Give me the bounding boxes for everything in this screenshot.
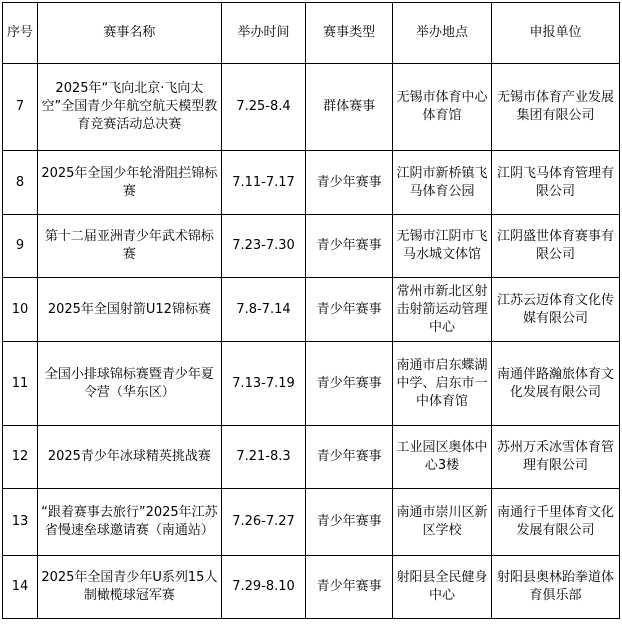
cell-no: 11 — [3, 342, 38, 426]
cell-name: 第十二届亚洲青少年武术锦标赛 — [38, 215, 222, 278]
table-row — [3, 151, 620, 215]
cell-place: 工业园区奥体中心3楼 — [392, 426, 491, 489]
cell-type: 青少年赛事 — [306, 342, 393, 426]
cell-no: 12 — [3, 426, 38, 489]
header-org: 申报单位 — [492, 3, 620, 64]
cell-place: 南通市崇川区新区学校 — [392, 489, 491, 556]
cell-name: “跟着赛事去旅行”2025年江苏省慢速垒球邀请赛（南通站） — [38, 489, 222, 556]
cell-type: 青少年赛事 — [306, 278, 393, 342]
cell-place: 南通市启东蝶湖中学、启东市一中体育馆 — [392, 342, 491, 426]
table-row — [3, 342, 620, 426]
header-no: 序号 — [3, 3, 38, 64]
cell-org: 射阳县奥林跆拳道体育俱乐部 — [492, 556, 620, 619]
cell-time: 7.29-8.10 — [221, 556, 306, 619]
cell-time: 7.21-8.3 — [221, 426, 306, 489]
cell-place: 常州市新北区射击射箭运动管理中心 — [392, 278, 491, 342]
cell-name: 2025青少年冰球精英挑战赛 — [38, 426, 222, 489]
cell-time: 7.26-7.27 — [221, 489, 306, 556]
cell-org: 南通行千里体育文化发展有限公司 — [492, 489, 620, 556]
cell-org: 南通伴路瀚旅体育文化发展有限公司 — [492, 342, 620, 426]
cell-type: 青少年赛事 — [306, 556, 393, 619]
cell-time: 7.13-7.19 — [221, 342, 306, 426]
cell-no: 13 — [3, 489, 38, 556]
cell-type: 青少年赛事 — [306, 489, 393, 556]
header-place: 举办地点 — [392, 3, 491, 64]
cell-no: 10 — [3, 278, 38, 342]
cell-place: 江阴市新桥镇飞马体育公园 — [392, 151, 491, 215]
header-name: 赛事名称 — [38, 3, 222, 64]
cell-time: 7.11-7.17 — [221, 151, 306, 215]
cell-no: 7 — [3, 64, 38, 151]
cell-place: 无锡市体育中心体育馆 — [392, 64, 491, 151]
cell-type: 群体赛事 — [306, 64, 393, 151]
cell-no: 14 — [3, 556, 38, 619]
table-row — [3, 215, 620, 278]
cell-time: 7.25-8.4 — [221, 64, 306, 151]
cell-place: 无锡市江阴市飞马水城文体馆 — [392, 215, 491, 278]
header-time: 举办时间 — [221, 3, 306, 64]
cell-name: 2025年全国射箭U12锦标赛 — [38, 278, 222, 342]
table-row — [3, 64, 620, 151]
events-table — [2, 2, 620, 619]
cell-no: 8 — [3, 151, 38, 215]
cell-org: 无锡市体育产业发展集团有限公司 — [492, 64, 620, 151]
header-row — [3, 3, 620, 64]
cell-type: 青少年赛事 — [306, 151, 393, 215]
cell-name: 2025年全国少年轮滑阻拦锦标赛 — [38, 151, 222, 215]
cell-org: 江阴盛世体育赛事有限公司 — [492, 215, 620, 278]
table-row — [3, 278, 620, 342]
cell-time: 7.23-7.30 — [221, 215, 306, 278]
header-type: 赛事类型 — [306, 3, 393, 64]
table-row — [3, 556, 620, 619]
table-row — [3, 489, 620, 556]
cell-name: 全国小排球锦标赛暨青少年夏令营（华东区） — [38, 342, 222, 426]
cell-org: 江阴飞马体育管理有限公司 — [492, 151, 620, 215]
cell-place: 射阳县全民健身中心 — [392, 556, 491, 619]
cell-time: 7.8-7.14 — [221, 278, 306, 342]
table-row — [3, 426, 620, 489]
cell-org: 苏州万禾冰雪体育管理有限公司 — [492, 426, 620, 489]
cell-type: 青少年赛事 — [306, 426, 393, 489]
cell-name: 2025年“飞向北京·飞向太空”全国青少年航空航天模型教育竞赛活动总决赛 — [38, 64, 222, 151]
cell-name: 2025年全国青少年U系列15人制橄榄球冠军赛 — [38, 556, 222, 619]
cell-type: 青少年赛事 — [306, 215, 393, 278]
cell-org: 江苏云迈体育文化传媒有限公司 — [492, 278, 620, 342]
cell-no: 9 — [3, 215, 38, 278]
